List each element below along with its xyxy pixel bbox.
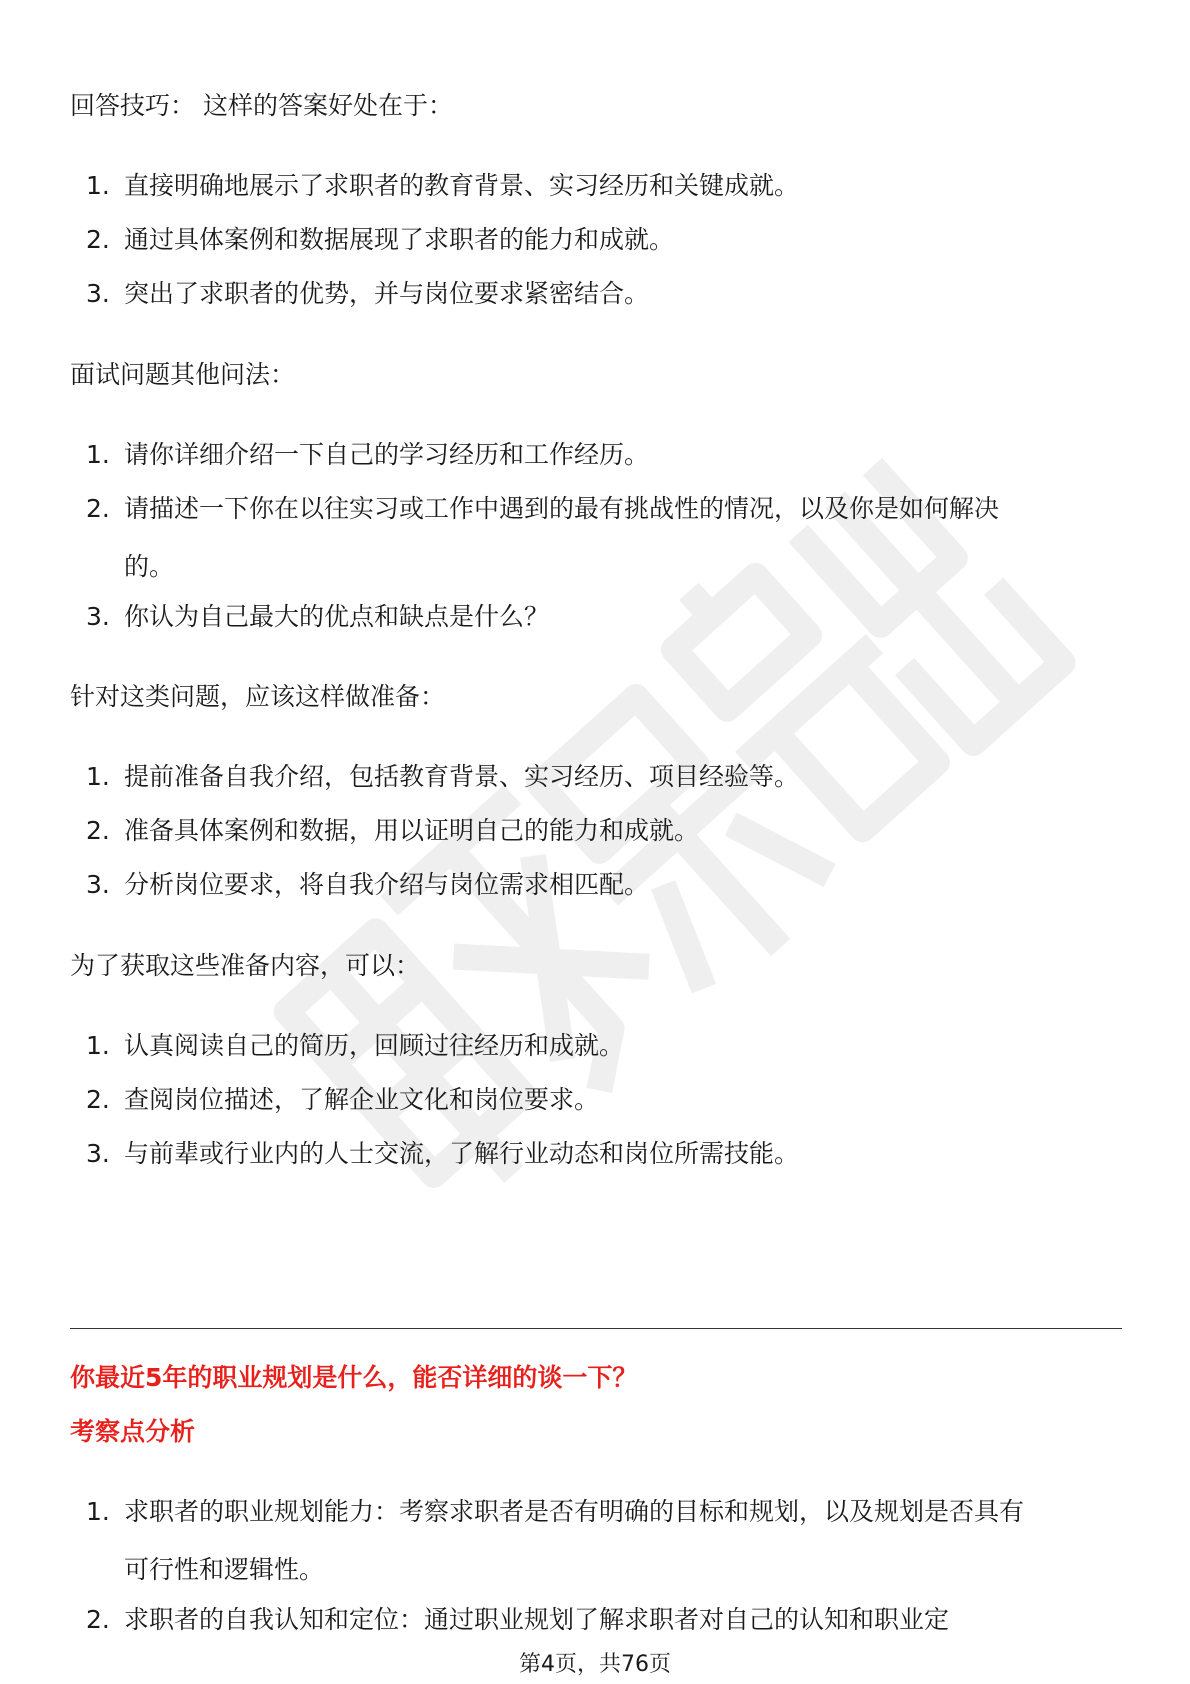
section-divider <box>70 1328 1122 1329</box>
list-number: 2. <box>86 1605 110 1634</box>
list-text: 求职者的职业规划能力：考察求职者是否有明确的目标和规划，以及规划是否具有可行性和逻辑性。 <box>124 1497 1025 1584</box>
list-text: 通过具体案例和数据展现了求职者的能力和成就。 <box>124 225 675 254</box>
list-text: 求职者的自我认知和定位：通过职业规划了解求职者对自己的认知和职业定 <box>124 1605 950 1634</box>
list-number: 3. <box>86 1139 110 1168</box>
list-text: 认真阅读自己的简历，回顾过往经历和成就。 <box>124 1031 625 1060</box>
list-number: 2. <box>86 494 110 523</box>
list-text: 请描述一下你在以往实习或工作中遇到的最有挑战性的情况，以及你是如何解决的。 <box>124 494 1000 581</box>
question-title: 你最近5年的职业规划是什么，能否详细的谈一下？ <box>70 1363 638 1392</box>
list-text: 提前准备自我介绍，包括教育背景、实习经历、项目经验等。 <box>124 762 800 791</box>
list-text: 请你详细介绍一下自己的学习经历和工作经历。 <box>124 440 650 469</box>
list-text: 你认为自己最大的优点和缺点是什么？ <box>124 602 550 631</box>
list-number: 1. <box>86 1497 110 1526</box>
list-number: 3. <box>86 870 110 899</box>
section-heading: 回答技巧： 这样的答案好处在于： <box>70 91 453 120</box>
document-page <box>70 0 1120 1684</box>
list-number: 1. <box>86 1031 110 1060</box>
page-number-footer: 第4页，共76页 <box>519 1652 671 1677</box>
section-heading: 为了获取这些准备内容，可以： <box>70 951 421 980</box>
list-text: 准备具体案例和数据，用以证明自己的能力和成就。 <box>124 816 700 845</box>
section-heading: 针对这类问题，应该这样做准备： <box>70 682 446 711</box>
list-number: 2. <box>86 816 110 845</box>
list-number: 2. <box>86 225 110 254</box>
list-number: 3. <box>86 602 110 631</box>
analysis-heading: 考察点分析 <box>70 1417 196 1446</box>
list-number: 1. <box>86 762 110 791</box>
list-number: 3. <box>86 279 110 308</box>
list-text: 分析岗位要求，将自我介绍与岗位需求相匹配。 <box>124 870 650 899</box>
list-text: 直接明确地展示了求职者的教育背景、实习经历和关键成就。 <box>124 171 800 200</box>
section-heading: 面试问题其他问法： <box>70 360 296 389</box>
list-text: 查阅岗位描述，了解企业文化和岗位要求。 <box>124 1085 600 1114</box>
list-text: 突出了求职者的优势，并与岗位要求紧密结合。 <box>124 279 650 308</box>
list-number: 1. <box>86 171 110 200</box>
list-text: 与前辈或行业内的人士交流，了解行业动态和岗位所需技能。 <box>124 1139 800 1168</box>
list-number: 1. <box>86 440 110 469</box>
list-number: 2. <box>86 1085 110 1114</box>
